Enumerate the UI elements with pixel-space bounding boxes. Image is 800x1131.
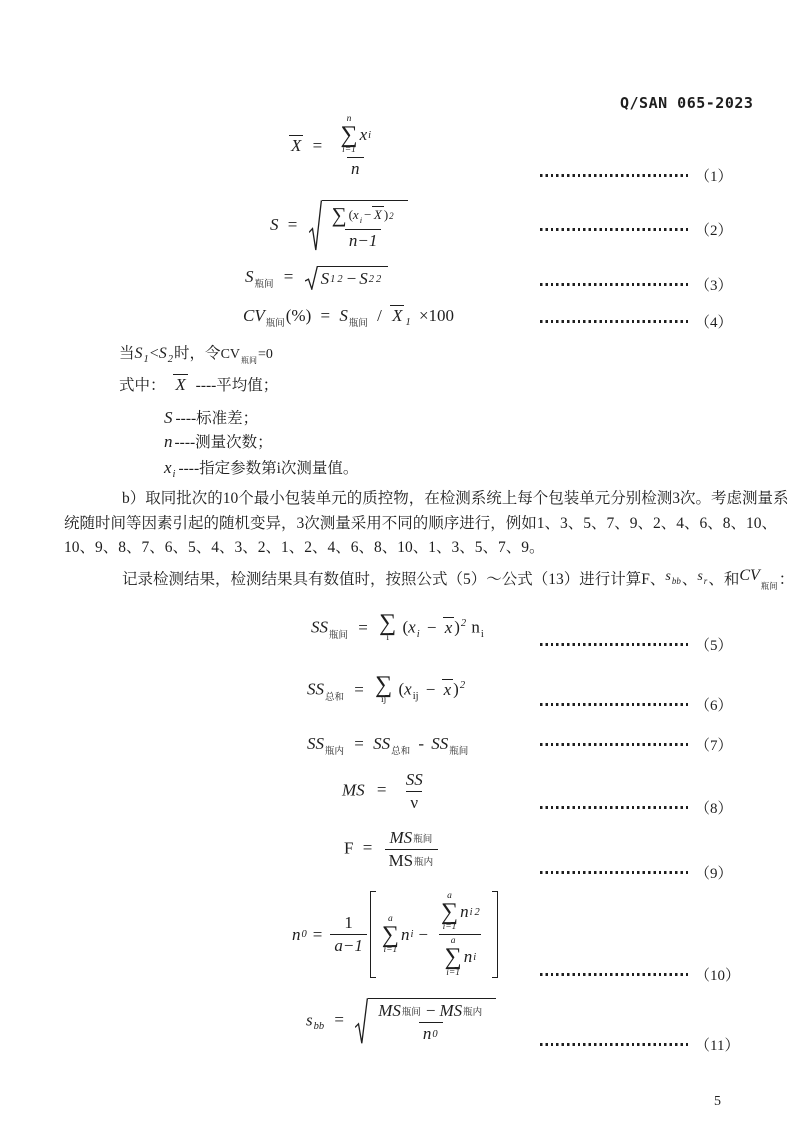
equation-number-2: （2） [695,223,733,239]
f11-sqrt [355,998,496,1045]
f4-x: X [392,306,403,325]
cond-cv: CV [220,347,241,362]
equation-number-6: （6） [695,698,733,714]
formula-9 [344,828,441,871]
f2-sqrt [309,200,408,252]
f5-minus: − [426,617,437,637]
where-i2-sym: S [164,408,173,427]
f1-sum-operator [340,114,357,156]
f4-slash: / [377,306,382,325]
f2-fraction [328,203,399,251]
dotted-leader [540,643,688,645]
right-bracket [492,891,498,978]
cond-tail: =0 [258,347,273,362]
cond-pre: 当 [119,345,135,362]
f10-n1-sub: i [410,929,414,941]
f7-lhs-sub: 瓶内 [325,747,345,757]
formula-3 [245,266,390,290]
f8-numerator [402,770,427,791]
f4-xbar-overline [390,305,404,325]
f8-lhs: MS [342,780,365,800]
f6-lparen: ( [398,679,405,699]
cond-s2: S [158,345,167,362]
f5-xbar-overline [443,617,455,637]
paragraph-b-line3: 10、9、8、7、6、5、4、3、2、1、2、4、6、8、10、1、3、5、7、9。 [64,539,545,556]
xbar-overline [289,135,303,155]
f7-equals: = [354,734,364,753]
record-cv-sub: 瓶间 [760,581,778,591]
equation-number-5: （5） [695,638,733,654]
f3-s1: S [320,269,330,288]
where-label: 式中： [119,377,166,394]
equation-number-10: （10） [695,968,741,984]
f6-sum-lower-limit: ij [381,695,387,706]
f9-den-sub: 瓶内 [414,858,434,868]
f11-a-sub: 瓶间 [401,1008,421,1018]
equation-leader-5 [540,634,733,655]
document-code: Q/SAN 065-2023 [620,94,754,112]
cond-mid: 时，令 [174,345,221,362]
where-xbar-overline [173,374,187,394]
record-sep2: 、和 [708,571,740,588]
f10-n3: n [463,947,473,967]
where-item-4 [164,455,358,483]
f2-minus: − [363,207,372,222]
cond-s2-sub: 2 [167,354,174,365]
f2-radicand [322,200,408,252]
dotted-leader [540,871,688,873]
f10-sum1-operator [382,914,399,956]
f6-rparen: ) [453,679,459,699]
f3-lhs: S [245,266,254,286]
f5-x-sub: i [416,628,420,640]
f1-den: n [351,159,360,179]
equation-leader-9 [540,862,733,883]
f3-s2-sup: 2 [375,273,382,285]
where-item-3 [164,429,273,455]
f1-x-sub: i [368,129,372,141]
f10-sum3-lower: i=1 [446,967,461,978]
f1-lhs: X [291,135,302,155]
f10-sum2-operator [441,891,458,933]
dotted-leader [540,1043,688,1045]
f4-lhs-sub: 瓶间 [265,319,285,329]
f10-sum3-symbol: ∑ [444,944,462,971]
equation-leader-4 [540,311,733,332]
equation-leader-6 [540,694,733,715]
f6-sum-symbol: ∑ [375,672,393,698]
f11-lhs: s [306,1010,313,1030]
f5-square: 2 [460,617,467,629]
f1-sum-upper-limit: n [346,114,352,124]
f10-coef-den [330,934,366,956]
equation-number-4: （4） [695,315,733,331]
f9-num-sub: 瓶间 [413,835,433,845]
condition-line [119,342,273,368]
f11-lhs-sub: bb [313,1021,325,1033]
f10-n2-sub: i [469,906,473,918]
f7-term2-sub: 瓶间 [449,747,469,757]
f10-lhs: n [292,924,301,944]
f3-equals: = [283,266,294,286]
f3-minus: − [346,269,357,288]
where-i3-sym: n [164,432,173,451]
f10-lhs-sub: 0 [301,929,307,941]
f11-denominator [419,1022,443,1044]
f6-xbar-overline [442,679,454,699]
f11-numerator [374,1001,487,1022]
f5-sum-symbol: ∑ [379,610,397,636]
paragraph-b-line1: b）取同批次的10个最小包装单元的质控物，在检测系统上每个包装单元分别检测3次。考虑测量系 [122,490,789,507]
cond-s1: S [134,345,143,362]
f10-n2: n [460,902,469,922]
record-s1-sub: bb [671,576,681,586]
f8-fraction [402,770,427,813]
equation-leader-8 [540,797,733,818]
f2-x: x [352,207,359,222]
f2-sum-symbol: ∑ [331,203,347,227]
where-i2-desc: ----标准差； [175,410,259,427]
f10-n3-sub: i [473,951,477,963]
equation-number-9: （9） [695,866,733,882]
f10-sum1-symbol: ∑ [381,921,399,948]
record-colon: ： [778,571,795,588]
f11-b: MS [439,1001,463,1020]
record-pre: 记录检测结果，检测结果具有数值时，按照公式（5）～公式（13）进行计算F、 [122,571,666,588]
f9-numerator [386,828,438,849]
cond-cv-sub: 瓶间 [241,356,258,365]
f5-xbar: x [444,617,453,637]
sqrt-radical-icon [309,200,322,252]
f8-den: ν [410,793,419,812]
f11-den-sub: 0 [432,1028,438,1040]
f2-lhs: S [270,214,279,234]
equation-number-11: （11） [695,1038,740,1054]
where-i1-sym: X [175,375,186,394]
f6-minus: − [425,679,436,699]
record-cv: CV [739,567,760,584]
f11-radicand [368,998,496,1045]
f10-sum3-operator [445,936,462,978]
f8-num: SS [405,770,423,789]
f10-coef-num [340,913,357,934]
dotted-leader [540,228,688,230]
left-bracket [370,891,376,978]
dotted-leader [540,743,688,745]
f3-s1-sub: 1 [330,273,336,285]
where-i4-sub: i [172,469,176,480]
sqrt-radical-icon [355,998,368,1045]
f2-lparen: ( [348,207,353,222]
f11-fraction [374,1001,487,1044]
f10-minus: − [418,924,428,944]
f7-minus: - [418,734,425,753]
f6-x-sub: ij [412,690,419,702]
equation-leader-11 [540,1034,739,1055]
f3-lhs-sub: 瓶间 [254,279,274,290]
where-item-2 [164,405,258,431]
f4-percent: (%) [285,306,312,325]
f1-sum-symbol: ∑ [340,121,358,148]
f10-sum2-upper: a [447,891,452,901]
formula-10 [292,891,498,978]
dotted-leader [540,320,688,322]
f2-xbar-overline [372,206,384,222]
record-s1: s [665,569,671,584]
f1-denominator [347,157,364,179]
f2-equals: = [287,214,298,234]
equation-leader-3 [540,274,733,295]
f10-sum2-lower: i=1 [442,922,457,933]
f1-x: x [359,125,368,145]
f11-den: n [422,1024,432,1043]
f2-square: 2 [389,210,394,221]
f5-lparen: ( [402,617,409,637]
f6-lhs: SS [307,679,324,699]
f6-square: 2 [459,679,466,691]
f10-n2-sup: 2 [474,906,480,918]
dotted-leader [540,973,688,975]
formula-1 [289,114,379,179]
f4-s-sub: 瓶间 [348,319,368,329]
equation-leader-10 [540,964,740,985]
page-number: 5 [714,1094,721,1109]
f2-rparen: ) [383,207,389,222]
f10-sum1-upper: a [388,913,393,924]
where-i1-desc: ----平均值； [195,377,279,394]
f7-term2: SS [431,734,449,753]
formula-2 [270,200,410,252]
sqrt-radical-icon [305,266,318,290]
f10-bracket-group [370,891,498,978]
f3-sqrt [305,266,389,290]
f5-rparen: ) [454,617,460,637]
record-s2-sub: r [703,576,708,586]
f6-equals: = [354,679,364,699]
f11-equals: = [334,1010,344,1030]
dotted-leader [540,283,688,285]
f10-sum3-upper: a [450,936,456,947]
dotted-leader [540,703,688,705]
record-sep1: 、 [681,571,698,588]
f10-n1: n [400,924,410,944]
where-i4-desc: ----指定参数第i次测量值。 [178,460,359,477]
f9-fraction [385,828,439,871]
formula-5 [311,610,485,644]
f2-denominator [345,229,381,251]
equation-leader-2 [540,219,733,240]
f4-s: S [339,306,348,325]
f10-row [292,891,498,978]
f11-b-sub: 瓶内 [463,1008,483,1018]
record-line [122,568,794,593]
f5-x: x [408,617,416,637]
f5-equals: = [358,617,368,637]
f10-sum2-symbol: ∑ [440,898,459,925]
f9-num: MS [389,828,413,847]
f1-numerator [334,114,376,157]
record-s2: s [697,569,703,584]
f10-inner-num [435,891,485,934]
equation-number-8: （8） [695,801,733,817]
f4-lhs: CV [243,306,265,325]
f5-n-sub: i [480,628,484,640]
f3-s1-sup: 2 [337,273,343,285]
where-i4-sym: x [164,458,172,477]
f10-sum1-lower: i=1 [383,944,398,955]
f6-x: x [404,679,412,699]
f6-sum-operator [375,672,393,706]
f6-xbar: x [443,679,452,699]
f1-sum-lower-limit: i=1 [342,145,356,156]
f1-fraction [334,114,376,179]
f10-coef-fraction [330,913,366,956]
f8-denominator [406,791,422,813]
f9-den: MS [388,851,414,870]
f9-equals: = [362,838,373,858]
formula-4 [243,305,454,329]
equation-number-7: （7） [695,738,733,754]
f7-lhs: SS [307,734,324,753]
where-i3-desc: ----测量次数； [174,434,273,451]
f7-term1-sub: 总和 [391,747,411,757]
cond-lt: < [149,345,159,362]
equation-number-3: （3） [695,278,733,294]
f2-den: n−1 [348,231,378,250]
f5-sum-operator [379,610,397,644]
formula-6 [307,672,466,706]
f9-lhs: F [344,838,354,858]
f5-lhs-sub: 瓶间 [329,630,349,641]
f1-equals: = [312,135,323,155]
f2-xbar: X [373,207,382,222]
equation-leader-1 [540,165,733,186]
f4-times-100: ×100 [418,306,455,325]
paragraph-b-line2: 统随时间等因素引起的随机变异，3次测量采用不同的顺序进行，例如1、3、5、7、9、2、4、6、8、10、 [64,514,778,532]
f9-denominator [385,849,439,871]
f11-minus: − [425,1001,436,1020]
f10-fden: a−1 [334,936,363,956]
f11-a: MS [378,1001,401,1020]
where-item-1 [119,372,278,398]
equation-leader-7 [540,734,733,755]
f5-sum-lower-limit: i [386,633,389,644]
f10-inner-fraction [435,891,485,978]
cond-s1-sub: 1 [143,354,149,365]
formula-7 [307,734,469,757]
f4-equals: = [320,306,331,325]
f4-x-sub: 1 [405,317,411,328]
dotted-leader [540,174,688,176]
f3-s2: S [359,269,368,288]
f2-numerator [328,203,399,229]
formula-11 [306,998,498,1045]
f5-lhs: SS [311,617,328,637]
f5-n: n [471,617,480,637]
formula-8 [342,770,430,813]
equation-number-1: （1） [695,169,733,185]
f10-fnum: 1 [344,913,353,933]
f2-x-sub: i [359,215,363,225]
paragraph-b [64,487,789,561]
f3-s2-sub: 2 [368,273,374,285]
f10-inner-den [439,934,482,978]
f6-lhs-sub: 总和 [325,692,345,703]
f10-equals: = [312,924,323,944]
f3-radicand [318,266,389,290]
dotted-leader [540,806,688,808]
f8-equals: = [376,780,387,800]
f7-term1: SS [373,734,391,753]
